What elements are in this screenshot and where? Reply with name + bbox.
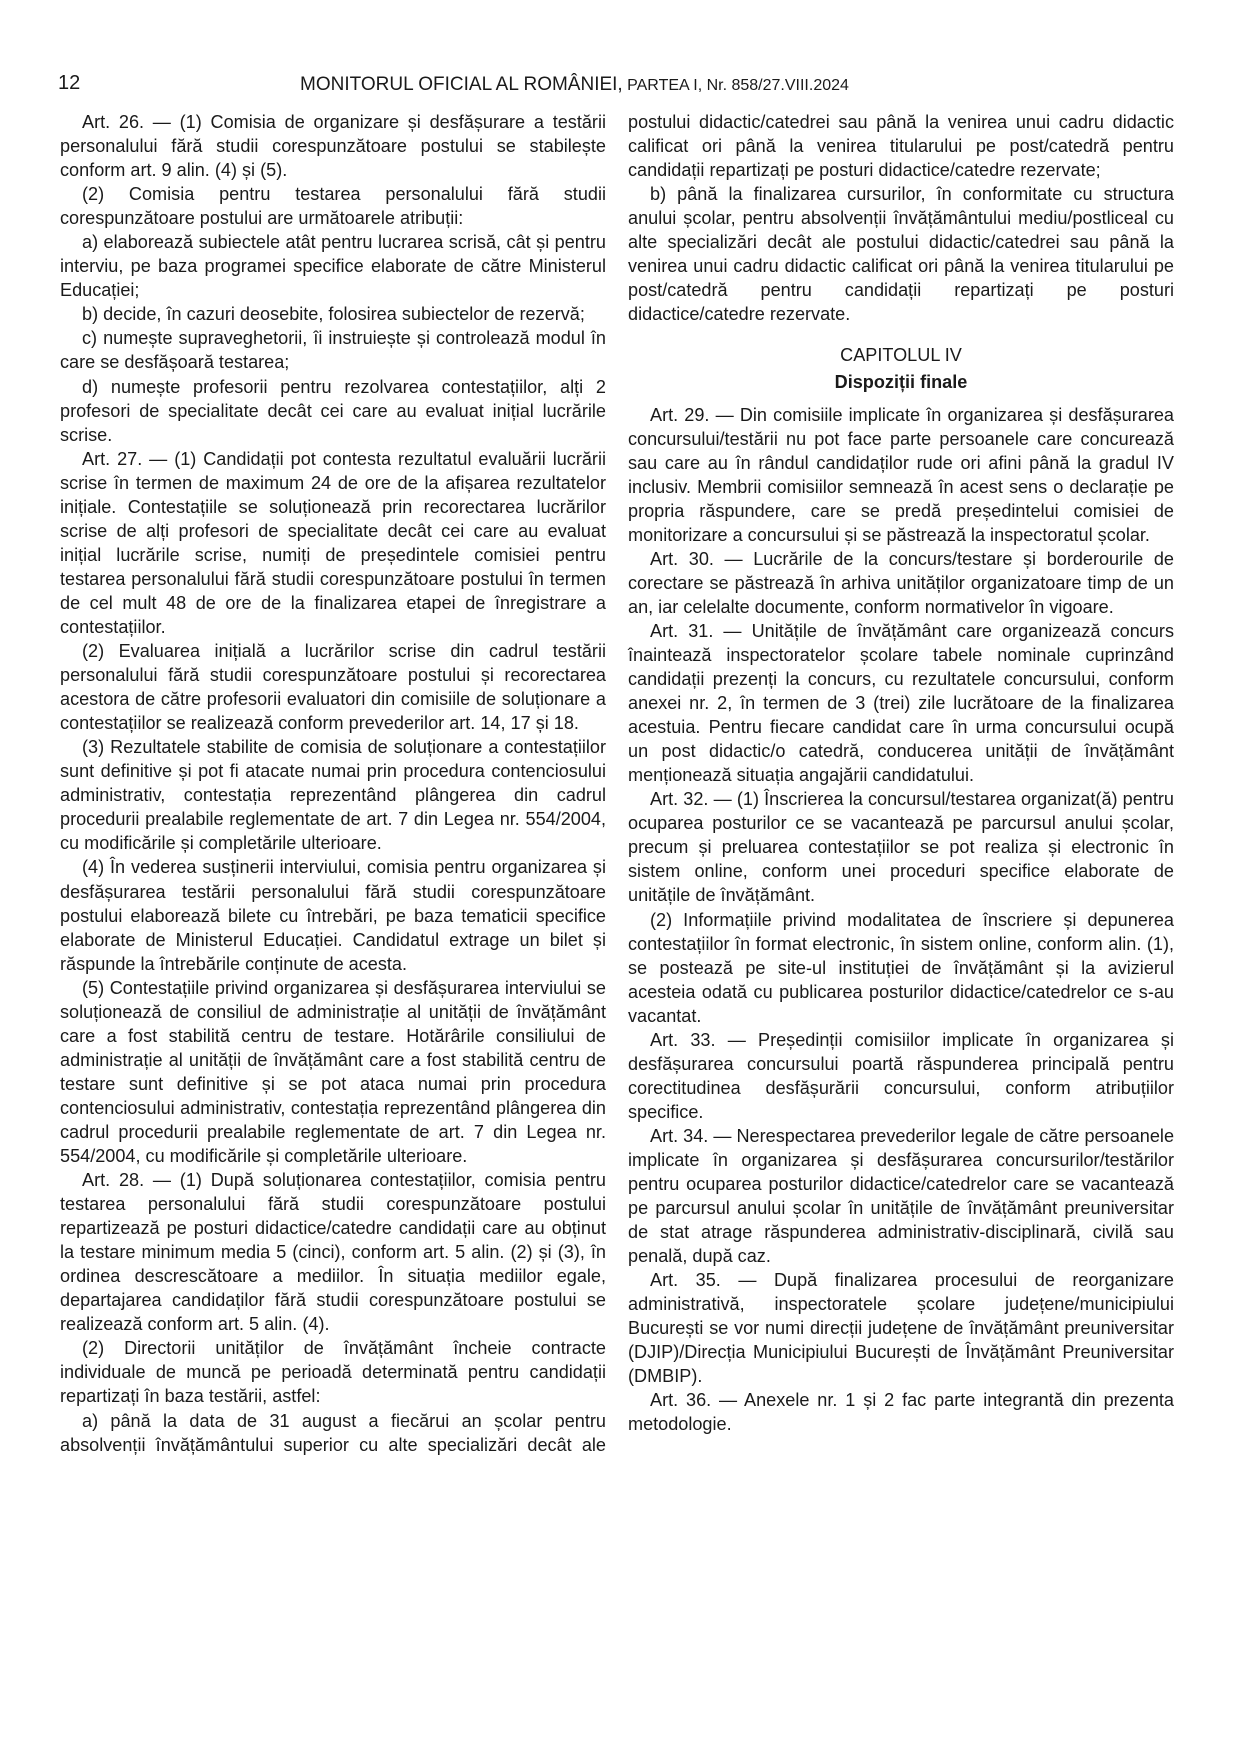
chapter-subtitle: Dispoziții finale [834,372,968,393]
paragraph: b) până la finalizarea cursurilor, în conformitate cu structura anului școlar, pentru absolvenții învățământului mediu/postliceal cu alte specializări decât ale postului didactic/catedrei sau până la venirea unui cadru didactic calificat ori până la venirea titularului pe post/catedră pentru candidații repartizați pe posturi didactice/catedre rezervate. [628,184,1174,325]
left-column [60,110,606,1457]
paragraph: (2) Informațiile privind modalitatea de înscriere și depunerea contestațiilor în format electronic, în sistem online, conform alin. (1), se postează pe site-ul instituției de învățământ și la avizierul acesteia odată cu publicarea posturilor didactice/catedrelor ce s-au vacantat. [628,909,1174,1026]
paragraph: (3) Rezultatele stabilite de comisia de soluționare a contestațiilor sunt definitive și pot fi atacate numai prin procedura contenciosului administrativ, contestația reprezentând plângerea din cadrul procedurii prealabile reglementate de art. 7 din Legea nr. 554/2004, cu modificările și completările ulterioare. [60,737,606,854]
issue-info: PARTEA I, Nr. 858/27.VIII.2024 [622,77,849,94]
paragraph: Art. 28. — (1) După soluționarea contestațiilor, comisia pentru testarea personalului fără studii corespunzătoare postului repartizează pe posturi didactice/catedre candidații care au obținut la testare minimum media 5 (cinci), conform art. 5 alin. (2) și (3), în ordinea descrescătoare a mediilor. În situația mediilor egale, departajarea candidaților fără studii corespunzătoare postului se realizează conform art. 5 alin. (4). [60,1170,606,1335]
right-column [628,110,1174,1437]
paragraph: b) decide, în cazuri deosebite, folosirea subiectelor de rezervă; [82,304,585,325]
chapter-title: CAPITOLUL IV [840,345,962,366]
right-column-top [628,110,1174,326]
paragraph: (2) Evaluarea inițială a lucrărilor scrise din cadrul testării personalului fără studii corespunzătoare postului și recorectarea acestora de către profesorii evaluatori din comisiile de soluționare a contestațiilor se realizează conform prevederilor art. 14, 17 și 18. [60,641,606,734]
publication-title [300,74,849,96]
paragraph: Art. 30. — Lucrările de la concurs/testare și borderourile de corectare se păstrează în arhiva unităților organizatoare timp de un an, iar celelalte documente, conform normativelor în vigoare. [628,548,1174,617]
paragraph: (2) Comisia pentru testarea personalului fără studii corespunzătoare postului are următoarele atribuții: [60,184,606,229]
paragraph: Art. 36. — Anexele nr. 1 și 2 fac parte integrantă din prezenta metodologie. [628,1390,1174,1435]
paragraph: Art. 32. — (1) Înscrierea la concursul/testarea organizat(ă) pentru ocuparea posturilor ce se vacantează pe parcursul anului școlar, precum și preluarea contestațiilor se pot realiza și electronic în sistem online, conform unei proceduri specifice elaborate de unitățile de învățământ. [628,789,1174,906]
paragraph: Art. 27. — (1) Candidații pot contesta rezultatul evaluării lucrării scrise în termen de maximum 24 de ore de la afișarea rezultatelor inițiale. Contestațiile se soluționează prin recorectarea lucrărilor scrise de alți profesori de specialitate decât cei care au evaluat inițial lucrările scrise, numiți de președintele comisiei pentru testarea personalului fără studii corespunzătoare postului în termen de cel mult 48 de ore de la finalizarea etapei de înregistrare a contestațiilor. [60,448,606,637]
paragraph: (5) Contestațiile privind organizarea și desfășurarea interviului se soluționează de consiliul de administrație al unității de învățământ care a fost stabilită centru de testare. Hotărârile consiliului de administrație al unității de învățământ care a fost stabilită centru de testare sunt definitive și se pot ataca numai prin procedura contenciosului administrativ, contestația reprezentând plângerea din cadrul procedurii prealabile reglementate de art. 7 din Legea nr. 554/2004, cu modificările și completările ulterioare. [60,977,606,1167]
publication-name: MONITORUL OFICIAL AL ROMÂNIEI, [300,74,623,95]
paragraph: a) până la data de 31 august a fiecărui an școlar pentru absolvenții învățământului superior cu alte specializări decât ale [60,1410,606,1455]
right-column-bottom [628,403,1174,1437]
paragraph: (4) În vederea susținerii interviului, comisia pentru organizarea și desfășurarea testării personalului fără studii corespunzătoare postului elaborează bilete cu întrebări, pe baza tematicii specifice elaborate de Ministerul Educației. Candidatul extrage un bilet și răspunde la întrebările conținute de acesta. [60,857,606,974]
page-header [0,68,1240,98]
page-number: 12 [58,72,81,94]
paragraph: Art. 31. — Unitățile de învățământ care organizează concurs înaintează inspectoratelor școlare tabele nominale cuprinzând candidații prezenți la concurs, cu rezultatele concursului, conform anexei nr. 2, în termen de 3 (trei) zile lucrătoare de la finalizarea acestuia. Pentru fiecare candidat care în urma concursului ocupă un post didactic/o catedră, conducerea unității de învățământ menționează situația angajării candidatului. [628,620,1174,786]
paragraph: Art. 34. — Nerespectarea prevederilor legale de către persoanele implicate în organizarea și desfășurarea concursurilor/testărilor pentru ocuparea posturilor didactice/catedrelor care se vacantează pe parcursul anului școlar în unitățile de învățământ preuniversitar de stat atrage răspunderea administrativ-disciplinară, civilă sau penală, după caz. [628,1125,1175,1267]
paragraph: Art. 29. — Din comisiile implicate în organizarea și desfășurarea concursului/testării nu pot face parte persoanele care concurează sau care au în rândul candidaților rude ori afini până la gradul IV inclusiv. Membrii comisiilor semnează în acest sens o declarație pe propria răspundere, care se predă președintelui comisiei de monitorizare a concursului și se păstrează la inspectoratul școlar. [628,404,1174,545]
paragraph: postului didactic/catedrei sau până la venirea unui cadru didactic calificat ori până la venirea titularului pe post/catedră pentru candidații repartizați pe posturi didactice/catedre rezervate; [628,112,1174,181]
paragraph: Art. 35. — După finalizarea procesului de reorganizare administrativă, inspectoratele școlare județene/municipiului București se vor numi direcții județene de învățământ preuniversitar (DJIP)/Direcția Municipiului București de Învățământ Preuniversitar (DMBIP). [628,1270,1174,1387]
paragraph: a) elaborează subiectele atât pentru lucrarea scrisă, cât și pentru interviu, pe baza programei specifice elaborate de către Ministerul Educației; [60,232,606,301]
paragraph: c) numește supraveghetorii, îi instruiește și controlează modul în care se desfășoară testarea; [60,328,606,373]
paragraph: d) numește profesorii pentru rezolvarea contestațiilor, alți 2 profesori de specialitate decât cei care au evaluat inițial lucrările scrise. [60,376,606,445]
paragraph: (2) Directorii unităților de învățământ încheie contracte individuale de muncă pe perioadă determinată pentru candidații repartizați în baza testării, astfel: [60,1338,606,1407]
paragraph: Art. 26. — (1) Comisia de organizare și desfășurare a testării personalului fără studii corespunzătoare postului se stabilește conform art. 9 alin. (4) și (5). [60,112,606,181]
paragraph: Art. 33. — Președinții comisiilor implicate în organizarea și desfășurarea concursului poartă răspunderea principală pentru corectitudinea desfășurării concursului, conform atribuțiilor specifice. [628,1029,1174,1122]
